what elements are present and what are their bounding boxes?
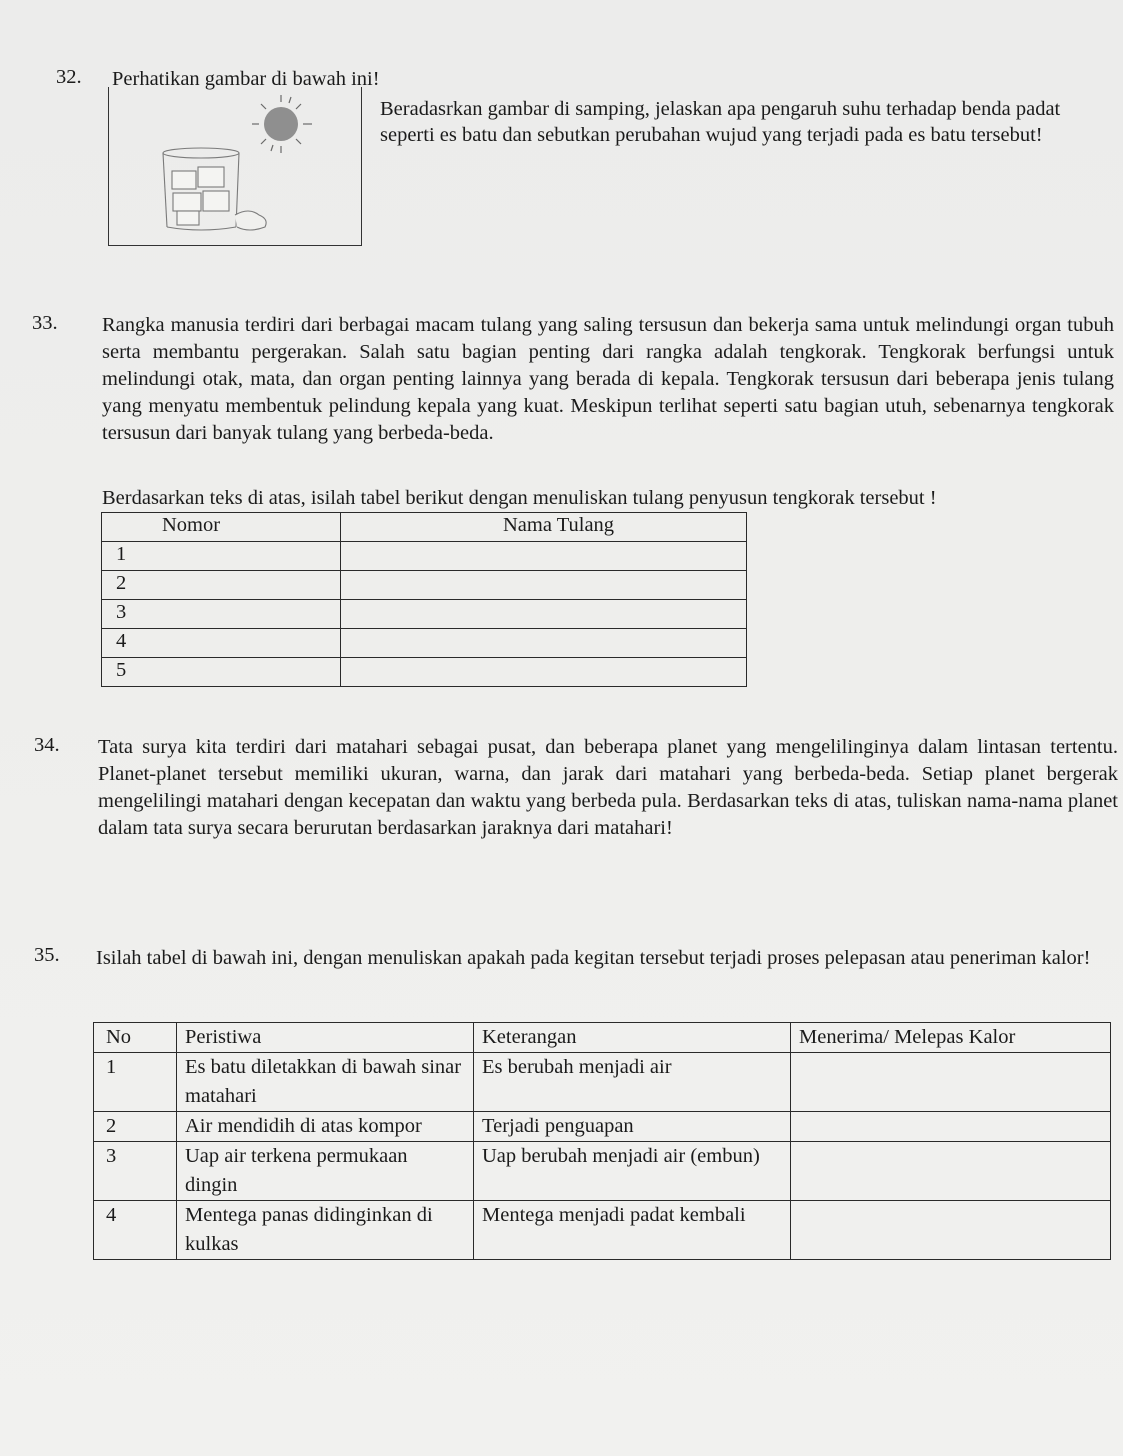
row-number: 4 [94, 1201, 177, 1260]
sun-ice-figure [108, 87, 362, 246]
header-keterangan: Keterangan [474, 1023, 791, 1053]
keterangan-cell: Uap berubah menjadi air (embun) [474, 1142, 791, 1201]
table-row [102, 571, 747, 600]
q32-question: Beradasrkan gambar di samping, jelaskan apa pengaruh suhu terhadap benda padat seperti es batu dan sebutkan perubahan wujud yang terjadi pada es batu tersebut! [380, 98, 1061, 146]
answer-cell[interactable] [341, 542, 747, 571]
row-number: 1 [94, 1053, 177, 1112]
q32-number: 32. [56, 66, 82, 88]
header-nomor: Nomor [102, 513, 341, 542]
answer-cell[interactable] [341, 658, 747, 687]
q32-intro: Perhatikan gambar di bawah ini! [112, 68, 380, 90]
table-row [94, 1142, 1111, 1201]
sun-icon [252, 95, 312, 153]
table-row [102, 658, 747, 687]
table-row [94, 1112, 1111, 1142]
table-row [102, 600, 747, 629]
table-row [102, 629, 747, 658]
q33-paragraph: Rangka manusia terdiri dari berbagai macam tulang yang saling tersusun dan bekerja sama untuk melindungi organ tubuh serta membantu pergerakan. Salah satu bagian penting dari rangka adalah tengkorak. Tengkorak berfungsi untuk melindungi otak, mata, dan organ penting lainnya yang berada di kepala. Tengkorak tersusun dari beberapa jenis tulang yang menyatu membentuk pelindung kepala yang kuat. Meskipun terlihat seperti satu bagian utuh, sebenarnya tengkorak tersusun dari banyak tulang yang berbeda-beda. [102, 314, 1114, 444]
row-number: 3 [94, 1142, 177, 1201]
q35-number: 35. [34, 944, 60, 966]
row-number: 2 [94, 1112, 177, 1142]
header-kalor: Menerima/ Melepas Kalor [791, 1023, 1111, 1053]
q35-instruction: Isilah tabel di bawah ini, dengan menuliskan apakah pada kegitan tersebut terjadi proses pelepasan atau peneriman kalor! [96, 947, 1091, 969]
answer-cell[interactable] [341, 600, 747, 629]
kalor-answer-cell[interactable] [791, 1142, 1111, 1201]
peristiwa-cell: Air mendidih di atas kompor [177, 1112, 474, 1142]
answer-cell[interactable] [341, 571, 747, 600]
row-number: 4 [102, 629, 341, 658]
kalor-answer-cell[interactable] [791, 1053, 1111, 1112]
sun-ice-illustration [109, 87, 361, 245]
row-number: 5 [102, 658, 341, 687]
keterangan-cell: Terjadi penguapan [474, 1112, 791, 1142]
header-peristiwa: Peristiwa [177, 1023, 474, 1053]
q34-number: 34. [34, 734, 60, 756]
row-number: 2 [102, 571, 341, 600]
keterangan-cell: Es berubah menjadi air [474, 1053, 791, 1112]
kalor-answer-cell[interactable] [791, 1201, 1111, 1260]
skull-bones-table [101, 512, 747, 687]
q33-instruction: Berdasarkan teks di atas, isilah tabel berikut dengan menuliskan tulang penyusun tengkorak tersebut ! [102, 487, 937, 509]
peristiwa-cell: Mentega panas didinginkan di kulkas [177, 1201, 474, 1260]
peristiwa-cell: Es batu diletakkan di bawah sinar matahari [177, 1053, 474, 1112]
table-row [94, 1201, 1111, 1260]
row-number: 1 [102, 542, 341, 571]
answer-cell[interactable] [341, 629, 747, 658]
table-header-row [94, 1023, 1111, 1053]
ice-glass-icon [163, 148, 266, 230]
header-no: No [94, 1023, 177, 1053]
q33-number: 33. [32, 312, 58, 334]
header-nama-tulang: Nama Tulang [341, 513, 747, 542]
heat-transfer-table [93, 1022, 1111, 1260]
kalor-answer-cell[interactable] [791, 1112, 1111, 1142]
q34-paragraph: Tata surya kita terdiri dari matahari sebagai pusat, dan beberapa planet yang mengelilinginya dalam lintasan tertentu. Planet-planet tersebut memiliki ukuran, warna, dan jarak dari matahari yang berbeda-beda. Setiap planet bergerak mengelilingi matahari dengan kecepatan dan waktu yang berbeda pula. Berdasarkan teks di atas, tuliskan nama-nama planet dalam tata surya secara berurutan berdasarkan jaraknya dari matahari! [98, 736, 1118, 839]
row-number: 3 [102, 600, 341, 629]
keterangan-cell: Mentega menjadi padat kembali [474, 1201, 791, 1260]
peristiwa-cell: Uap air terkena permukaan dingin [177, 1142, 474, 1201]
table-row [102, 542, 747, 571]
table-header-row [102, 513, 747, 542]
table-row [94, 1053, 1111, 1112]
